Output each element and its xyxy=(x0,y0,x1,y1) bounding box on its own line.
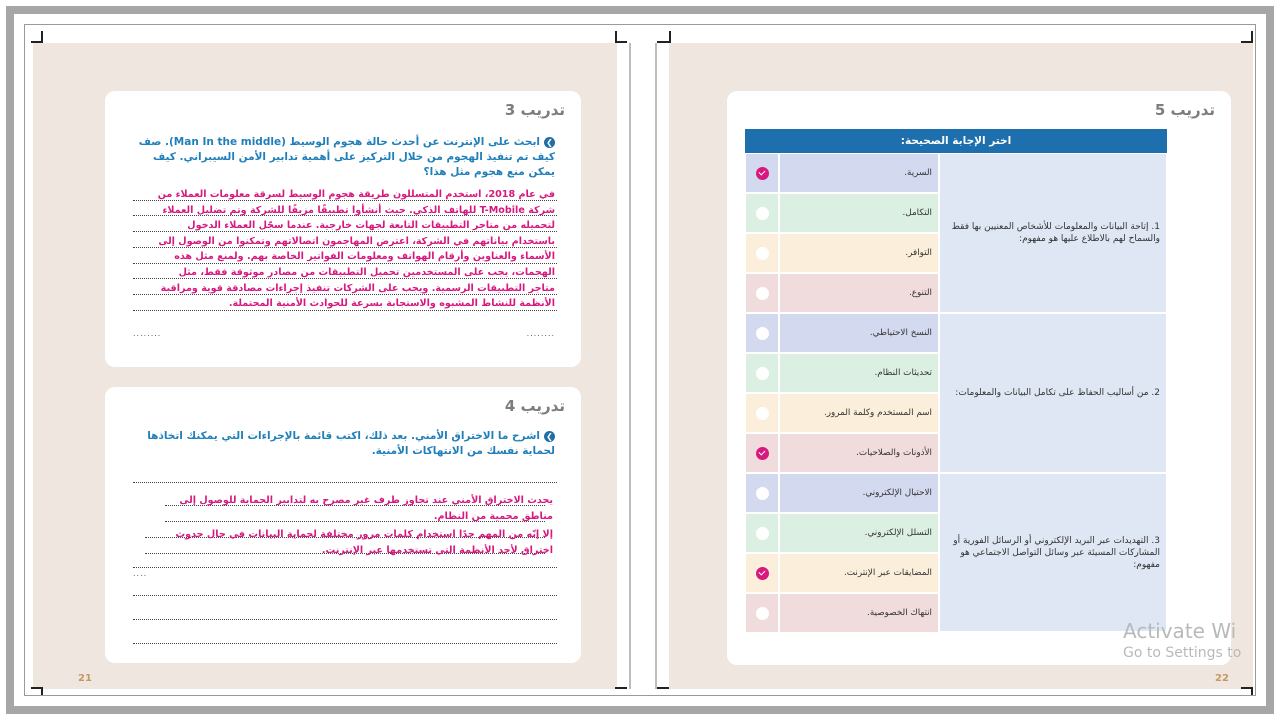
option-cell[interactable]: تحديثات النظام. xyxy=(779,353,939,393)
radio-cell xyxy=(745,473,779,513)
option-cell[interactable]: التكامل. xyxy=(779,193,939,233)
radio-cell xyxy=(745,193,779,233)
crop-mark xyxy=(1251,687,1253,695)
radio-cell xyxy=(745,593,779,633)
option-cell[interactable]: المضايقات عبر الإنترنت. xyxy=(779,553,939,593)
option-cell[interactable]: التسلل الإلكتروني. xyxy=(779,513,939,553)
radio-button[interactable] xyxy=(756,167,769,180)
answer-line xyxy=(133,567,557,568)
question-3-cell: 3. التهديدات عبر البريد الإلكتروني أو الرسائل الفورية أو المشاركات المسيئة عبر وسائل التواصل الاجتماعي هو مفهوم: xyxy=(939,473,1167,632)
radio-cell xyxy=(745,313,779,353)
question-2-cell: 2. من أساليب الحفاظ على تكامل البيانات والمعلومات: xyxy=(939,313,1167,473)
radio-button[interactable] xyxy=(756,367,769,380)
exercise-3-title: تدريب 3 xyxy=(504,101,565,119)
answer-dots-right: ........ xyxy=(526,329,555,338)
radio-cell xyxy=(745,233,779,273)
exercise-4-question: ❯اشرح ما الاختراق الأمني. بعد ذلك، اكتب قائمة بالإجراءات التي يمكنك اتخاذها لحماية نفسك من الانتهاكات الأمنية. xyxy=(147,430,555,457)
exercise-3-card xyxy=(105,91,581,367)
option-cell[interactable]: الأذونات والصلاحيات. xyxy=(779,433,939,473)
answer-line xyxy=(133,619,557,620)
activation-watermark-title: Activate Wi xyxy=(1123,619,1237,643)
option-cell[interactable]: الاحتيال الإلكتروني. xyxy=(779,473,939,513)
crop-mark xyxy=(615,31,617,43)
answer-line xyxy=(133,482,557,483)
radio-button[interactable] xyxy=(756,567,769,580)
radio-button[interactable] xyxy=(756,407,769,420)
radio-button[interactable] xyxy=(756,287,769,300)
exercise-4-answer-2[interactable]: إلا إنّه من المهم جدًا استخدام كلمات مرور مختلفة لحماية البيانات في حال حدوث اختراق لأحد الأنظمة التي تستخدمها عبر الإنترنت. xyxy=(175,529,553,556)
radio-cell xyxy=(745,273,779,313)
option-cell[interactable]: انتهاك الخصوصية. xyxy=(779,593,939,633)
exercise-5-title: تدريب 5 xyxy=(1154,101,1215,119)
option-cell[interactable]: التوافر. xyxy=(779,233,939,273)
answer-table xyxy=(745,129,1167,632)
document-spread xyxy=(24,24,1256,696)
radio-button[interactable] xyxy=(756,447,769,460)
option-cell[interactable]: اسم المستخدم وكلمة المرور. xyxy=(779,393,939,433)
radio-button[interactable] xyxy=(756,607,769,620)
crop-mark xyxy=(1251,31,1253,43)
option-cell[interactable]: النسخ الاحتياطي. xyxy=(779,313,939,353)
radio-cell xyxy=(745,153,779,193)
exercise-3-answer[interactable]: في عام 2018، استخدم المتسللون طريقة هجوم الوسيط لسرقة معلومات العملاء من شركة T-Mobile للهاتف الذكي. حيث أنشأوا تطبيقًا مزيفًا للشركة وتم تضليل العملاء لتحميله من متاجر التطبيقات التابعة لجهات خارجية. عندما سجّل العملاء الدخول باستخدام بياناتهم في الشركة، اعترض المهاجمون اتصالاتهم وتمكنوا من الوصول إلى الأسماء والعناوين وأرقام الهواتف ومعلومات الفواتير الخاصة بهم. ولمنع مثل هذه الهجمات، يجب على المستخدمين تحميل التطبيقات من مصادر موثوقة فقط، مثل متاجر التطبيقات الرسمية. ويجب على الشركات تنفيذ إجراءات مصادقة قوية ومراقبة الأنظمة للنشاط المشبوه والاستجابة بسرعة للحوادث الأمنية المحتملة. xyxy=(157,189,555,310)
page-number-22: 22 xyxy=(1215,673,1229,684)
answer-line xyxy=(133,643,557,644)
crop-mark xyxy=(657,41,669,43)
question-1-cell: 1. إتاحة البيانات والمعلومات للأشخاص المعنيين بها فقط والسماح لهم بالاطلاع عليها هو مفهوم: xyxy=(939,153,1167,313)
exercise-4-title: تدريب 4 xyxy=(504,397,565,415)
answer-dots-left: ........ xyxy=(133,329,162,338)
question-bullet-icon: ❯ xyxy=(544,137,555,148)
answer-line xyxy=(133,595,557,596)
option-cell[interactable]: السرية. xyxy=(779,153,939,193)
crop-mark xyxy=(41,31,43,43)
gutter-divider xyxy=(629,43,631,689)
exercise-3-question: ❯ابحث على الإنترنت عن أحدث حالة هجوم الوسيط (Man In the middle). صف كيف تم تنفيذ الهجوم من خلال التركيز على أهمية تدابير الأمن السيبراني. كيف يمكن منع هجوم مثل هذا؟ xyxy=(138,136,555,178)
radio-button[interactable] xyxy=(756,247,769,260)
radio-cell xyxy=(745,353,779,393)
answer-dots: .... xyxy=(133,569,148,578)
radio-cell xyxy=(745,433,779,473)
crop-mark xyxy=(657,687,669,689)
radio-button[interactable] xyxy=(756,487,769,500)
radio-button[interactable] xyxy=(756,207,769,220)
radio-cell xyxy=(745,393,779,433)
exercise-4-answer-1[interactable]: يحدث الاختراق الأمني عند تجاوز طرف غير مصرح به لتدابير الحماية للوصول إلى مناطق محمية من النظام. xyxy=(179,495,553,522)
option-cell[interactable]: التنوع. xyxy=(779,273,939,313)
exercise-4-card xyxy=(105,387,581,663)
radio-button[interactable] xyxy=(756,527,769,540)
crop-mark xyxy=(41,687,43,695)
page-number-21: 21 xyxy=(78,673,92,684)
crop-mark xyxy=(669,31,671,43)
gutter-divider xyxy=(655,43,657,689)
radio-button[interactable] xyxy=(756,327,769,340)
crop-mark xyxy=(615,687,627,689)
activation-watermark-subtitle: Go to Settings to xyxy=(1123,645,1242,661)
table-header: اختر الإجابة الصحيحة: xyxy=(745,129,1167,153)
left-page xyxy=(33,43,617,689)
radio-cell xyxy=(745,513,779,553)
question-bullet-icon: ❯ xyxy=(544,431,555,442)
viewer-frame xyxy=(6,6,1274,714)
radio-cell xyxy=(745,553,779,593)
